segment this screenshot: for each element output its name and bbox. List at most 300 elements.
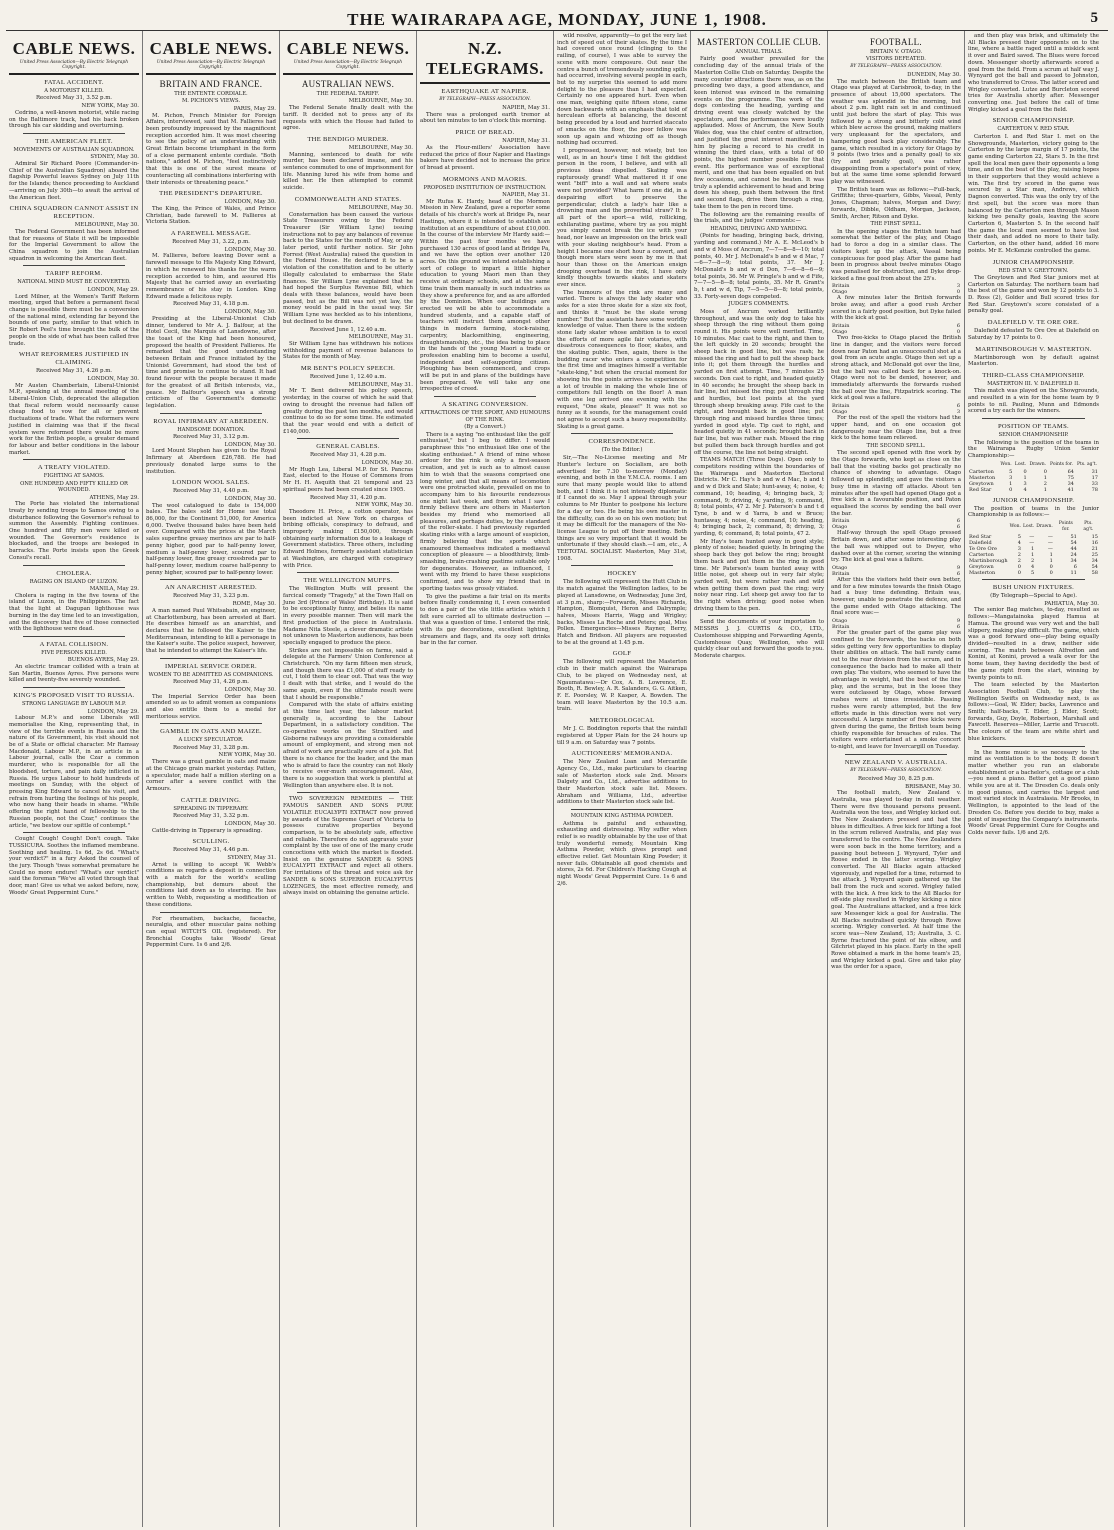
page-number: 5 — [1090, 10, 1098, 26]
table-cell: 0 — [1049, 564, 1053, 571]
divider — [9, 73, 139, 75]
table-cell: 1 — [1049, 552, 1053, 559]
article-text: The following are the remaining results of the trials, and the judges' comments:— — [694, 211, 824, 225]
dateline: LONDON, May 30. — [224, 199, 276, 206]
dateline: NEW YORK, May 30. — [355, 502, 413, 509]
table-cell: 5 — [1017, 534, 1021, 541]
table-cell: 2 — [1017, 558, 1021, 565]
team-name: Red Star — [969, 486, 992, 493]
standings-table — [968, 461, 1099, 493]
article-text: M. Fallieres, before leaving Dover sent a farewell message to His Majesty King Edward, in which he renewed his thanks for the warm reception accorded to him, and assured His Majesty that he carried away an everlasting remembrance of his stay in London. King Edward made a felicitous reply. — [146, 253, 276, 300]
article-title: EARTHQUAKE AT NAPIER. — [441, 88, 529, 95]
team-name: Greytown — [969, 564, 994, 571]
advertisement-text: Cough! Cough! Cough! Don't cough. Take TUSSICURA. Soothes the inflamed membrane. Soothing and healing. 1s 6d, 2s 6d. "What's your verdict?" in a fury Asked the counsel of the jury. Though 'twas somewhat premature he Could no more endure! "What's our verdict" said the foreman "We've all voted through that door, man! Give us what we asked before, now, Woods' Great Peppermint Cure." — [9, 836, 139, 896]
table-cell: 2 — [1043, 480, 1047, 487]
article-text: Carterton I. and Red Star I. met on the Showgrounds, Masterton, victory going to the Carterton by the large margin of 17 points, the game ending Carterton 22, Stars 5. In the first spell the local men gave their opponents a long time, and on the beat of the play, raising hopes in their supporters that they would achieve a win. The first try scored in the game was secured by a Star man, Andrews, which Dagnon converted. This was the only try of the first spell, but the score was more than balanced by the Carterton men through Mason kicking two penalty goals, leaving the score Carterton 6, Masterton 5. In the second half the game the local men seemed to have lost their dash, and added no more to their tally. Carterton, on the other hand, added 16 more points. Mr E. McKenzie controlled the game. — [968, 133, 1099, 254]
dateline: NEW YORK, May 30. — [81, 103, 139, 110]
dateline: MELBOURNE, May 31. — [348, 381, 413, 388]
article-title: THIRD-CLASS CHAMPIONSHIP. — [982, 371, 1085, 379]
team-name: Martinborough — [969, 558, 1008, 565]
divider — [571, 809, 673, 810]
article-title: WHAT REFORMERS JUSTIFIED IN CLAIMING. — [18, 351, 129, 367]
team-name: Masterton — [969, 570, 996, 577]
table-cell: 1 — [1049, 558, 1053, 565]
column-6 — [691, 31, 828, 1527]
table-cell: 34 — [1091, 558, 1098, 565]
dateline: LONDON, May 30. — [224, 246, 276, 253]
table-header-cell: Lost. — [1022, 524, 1035, 530]
article-text: The British team was as follows:—Full-back, Griffiths; three-quarters, Gibbs, Vassal, Penty Jones, Chapman; halves, Morgan and Davy; forwards, Dibble, Oldham, Morgan, Jackson, Smith, Archer, Ritson and Dyke. — [831, 186, 961, 220]
byline: United Press Association—By Electric Telegraph Copyright. — [293, 60, 403, 70]
table-row — [968, 487, 1099, 493]
table-header-cell: Pts. ag't. — [1083, 521, 1094, 533]
table-cell: 21 — [1091, 546, 1098, 553]
column-7 — [828, 31, 965, 1527]
divider — [283, 73, 413, 75]
received-line: Received May 31, 3.12 p.m. — [172, 434, 250, 441]
table-cell: — — [1047, 546, 1053, 553]
table-cell: — — [1047, 534, 1053, 541]
table-cell: 0 — [1023, 468, 1027, 475]
table-header-cell: Drawn. — [1036, 524, 1053, 530]
article-subtitle: PROPOSED INSTITUTION OF INSTRUCTION. — [423, 184, 547, 191]
article-subtitle: HEADING, DRIVING AND YARDING. — [710, 225, 808, 232]
received-line: Received May 31, 3.52 p.m. — [35, 95, 113, 102]
divider — [23, 832, 125, 833]
article-text: Dalefield defeated Te Ore Ore at Dalefield on Saturday by 17 points to 0. — [968, 328, 1099, 341]
article-subtitle: ANNUAL TRIALS. — [735, 49, 783, 55]
divider — [434, 396, 536, 397]
article-subtitle: FIVE PERSONS KILLED. — [41, 649, 107, 656]
article-title: A FATAL COLLISION. — [39, 640, 109, 648]
advertisement-text: In the home music is so necessary to the mind as ventilation is to the body. It doesn't matter whether you run an elaborate establishment or a bachelor's, cottage or a club—you need a piano. Better get a good piano while you are at it. The Dresden Co. deals only in good pianos, and carries the largest and most varied stock in Australasia. Mr Brooks, in Wellington, is appointed to the lead of the Dresden Co. Before you decide to buy, make a point of inspecting the Company's instruments. Woods' Great Peppermint Cure for Coughs and Colds never fails. 1/6 and 2/6. — [968, 749, 1099, 836]
team-name: Otago — [832, 409, 848, 416]
article-subtitle: A LUCKY SPECULATOR. — [178, 737, 244, 744]
section-heading: CABLE NEWS. — [12, 39, 136, 58]
article-text: Mr T. Bent delivered his policy speech, yesterday, in the course of which he said that owing to drought the revenue had fallen off greatly during the past ten months, and would continue to do so for some time. He estimated that the year would end with a deficit of £140,000. — [283, 388, 413, 435]
article-title: TARIFF REFORM. — [45, 270, 103, 278]
article-text: The following will represent the Masterton club in their match against the Wairarapa Club, to be played on Wednesday next, at Ngaumatawa:—Dr Cox, A. B. Lowrence, E. Booth, R. Bewley, A. R. Salanders, G. G. Aitken, F. E. Poorsley, W. P. Kasper, A. Bowden. The team will leave Masterton by the 10.5 a.m. train. — [557, 659, 687, 713]
article-text: The Federal Senate finally dealt with the tariff. It decided not to press any of its requests with which the House had failed to agree. — [283, 105, 413, 132]
article-text: wild resolve, apparently—to get the very last inch of speed out of their skates. By the time I had covered once round (clinging to the railing, of course), I was able to survey the scene with more composure. Out near the centre a bunch of tremendously sounding spills had occurred, involving several people in each, but to my surprise this seemed to add more delight to the pleasure than I had expected. Certainly no one appeared hurt. Even when one man, weighing quite fifteen stone, came down backwards with an emphasis that told of herculean efforts at balancing, the descent being preceded by a loud and hurried staccato of smacks on the floor, the poor fellow was soon up again and whizzing off as though nothing had occurred. — [557, 33, 687, 147]
team-name: Britain — [832, 283, 850, 290]
table-cell: 16 — [1091, 540, 1098, 547]
article-text: The Porte has violated the international treaty by sending troops to Samos owing to a disturbance following the Governor's refusal to summon the Assembly. Fighting continues. One hundred and fifty men were killed or wounded. The Governor's residence is blockaded, and the troops are besieged in barracks. The Porte insists upon the Greek Consul's recall. — [9, 501, 139, 561]
table-cell: 3 — [1023, 480, 1027, 487]
advertisement-title: MOUNTAIN KING ASTHMA POWDER. — [570, 813, 674, 820]
article-text: Labour M.P.'s and some Liberals will memorialise the King, representing that, in view of the terrible events in Russia and the nature of its Government, his visit should not be of a State or official character. Mr Ramsay Macdonald, Labour M.P., in an article in a Labour journal, calls the Czar a common murderer, who is responsible for all the bloodshed, torture, and pain daily inflicted in Russia. He urges Labour to hold hundreds of meetings on Sunday, with the object of pressing King Edward to cancel his visit, and refrain from hurting the feelings of his people, who now hang their heads in shame. "While offering the right hand of fellowship to the Russian people, not the Czar," continues the article, "we bestow our spittle of contempt." — [9, 715, 139, 829]
score-table — [831, 283, 961, 295]
section-heading: CABLE NEWS. — [149, 39, 273, 58]
table-header-cell — [968, 520, 1009, 534]
article-title: JUNIOR CHAMPIONSHIP. — [992, 258, 1075, 266]
article-subtitle: JUDGE'S COMMENTS. — [728, 301, 790, 308]
article-text: To give the pastime a fair trial on its merits before finally condemning it, I even consented to don a pair of the vile little articles which I felt sure carried all to ultimate destruction — that was a question of time. I entered the rink, with its gay decorations, excellent lighting, streamers and flags, and its oozy soft drinks bar in the far corner. — [420, 593, 550, 647]
received-line: Received May 30, 8.25 p.m. — [857, 775, 935, 782]
article-text: Consternation has been caused the various State Treasurers owing to the Federal Treasurer (Sir William Lyne) issuing instructions not to pay any balances of revenue back to the States for the month of May, or any later period, until further notice. Sir John Forrest (West Australia) raised the question in the Federal House. He declared it to be a violation of the constitution and to be utterly illegally calculated to embarrass the State finances. Sir William Lyne explained that he had hoped the Surplus Revenue Bill, which deals with these balances, would have been passed, but as the Bill was not yet law, the money would be paid in the usual way. Sir William Lyne was heckled as to his intentions, but declined to be drawn. — [283, 211, 413, 325]
table-cell: 1 — [1031, 546, 1035, 553]
column-4 — [417, 31, 554, 1527]
article-text: As the Flour-millers' Association have reduced the price of flour Napier and Hastings bakers have decided not to increase the price of bread at present. — [420, 144, 550, 171]
team-score: 9 — [956, 564, 960, 571]
table-cell: 58 — [1091, 570, 1098, 577]
team-name: Otago — [832, 564, 848, 571]
table-cell: 1 — [1031, 552, 1035, 559]
received-line: Received May 31, 4.26 p.m. — [172, 679, 250, 686]
team-score: 0 — [956, 329, 960, 336]
table-cell: 0 — [1043, 468, 1047, 475]
dateline: LONDON, May 29. — [87, 708, 139, 715]
table-cell: 41 — [1067, 486, 1074, 493]
table-cell: 2 — [1031, 558, 1035, 565]
article-text: The following will represent the Hutt Club in its match against the Wellington ladies, to be played at Lansdowne, on Wednesday, June 3rd, at 3 p.m., sharp:—Forwards, Misses Richards, Hampton, Blomquist, Heron and Dalrymple; halves, Misses Harris, Wagg and Wrigley; backs, Misses La Roche and Peters; goal, Miss Pollen. Emergencies—Misses Rayner, Berry, Hatch and Bridson. All players are requested to be at the ground at 1.45 p.m. — [557, 579, 687, 646]
table-cell: 3 — [1009, 474, 1013, 481]
table-cell: 0 — [1017, 564, 1021, 571]
team-name: Britain — [832, 624, 850, 631]
team-score: 6 — [956, 518, 960, 525]
advertisement-text: Asthma is painful and exhausting, exhausting and distressing. Why suffer when relief is so readily obtainable by the use of that truly wonderful remedy, Mountain King Asthma Powder, which gives prompt and effective relief. Get Mountain King Powder; it never fails. Obtainable all good chemists and stores, 2s 6d. For Children's Hacking Cough at night Woods' Great Peppermint Cure. 1s 6 and 2/6. — [557, 820, 687, 887]
article-subtitle: A MOTORIST KILLED. — [44, 88, 104, 94]
table-header-cell: Won. — [1009, 524, 1021, 530]
article-title: ROYAL INFIRMARY AT ABERDEEN. — [153, 417, 269, 425]
dateline: PARIS, May 29. — [233, 105, 276, 112]
article-subtitle: THE ENTENTE CORDIALE. — [174, 91, 248, 97]
divider — [23, 265, 125, 266]
dateline: MELBOURNE, May 30. — [348, 144, 413, 151]
table-cell: 78 — [1091, 486, 1098, 493]
table-cell: 3 — [1017, 546, 1021, 553]
dateline: MELBOURNE, May 31. — [348, 334, 413, 341]
section-heading: CABLE NEWS. — [286, 39, 410, 58]
dateline: MANILA, May 29. — [89, 586, 139, 592]
table-cell: 34 — [1067, 480, 1074, 487]
article-text: The wool catalogued to date is 154,000 bales. The bales sold for Home use total 86,000, for the Continent 51,000, for America 6,000. Twelve thousand bales have been held over. Compared with the prices at the March sales superfine greasy merinos are par to half-penny higher, good par to half-penny lower, medium a half-penny lower, scoured par to half-penny lower, fine greasy crossbreds par to half-penny lower, medium coarse half-penny to penny higher, scoured par to half-penny lower. — [146, 502, 276, 576]
article-subtitle: THE SECOND SPELL. — [866, 442, 926, 449]
article-title: AUCTIONEERS' MEMORANDA. — [571, 750, 673, 758]
article-text: The match between the British team and Otago was played at Carisbrook, to-day, in the presence of about 15,000 spectators. The weather was splendid in the morning, but about 2 p.m. light rain set in and continued until just before the start of play. This was followed by a strong and bitterly cold wind which blew across the ground, making matters very unpleasant for the spectators, and hampering good back play considerably. The game, which resulted in a victory for Otago by 9 points (two tries and a penalty goal) to six (try and penalty goal), was rather disappointing from a spectator's point of view, but at the same time some splendid forward play was witnessed. — [831, 78, 961, 186]
table-cell: 0 — [1017, 570, 1021, 577]
article-text: For the rest of the spell the visitors had the upper hand, and on one occasion got dangerously near the Otago line, but a free kick to the home team relieved. — [831, 415, 961, 442]
article-text: The Federal Government has been informed that for reasons of State it will be impossible for the Imperial Government to allow the China squadron to join the Australian squadron in welcoming the American fleet. — [9, 228, 139, 262]
divider — [297, 792, 399, 793]
article-title: A TREATY VIOLATED. — [37, 464, 111, 472]
article-text: The King, the Prince of Wales, and Prince Christian, bade farewell to M. Fallieres at Victoria Station. — [146, 205, 276, 226]
score-table — [831, 618, 961, 630]
article-subtitle: CARTERTON V. RED STAR. — [997, 126, 1070, 133]
article-subtitle: THE FEDERAL TARIFF. — [316, 91, 380, 97]
article-text: Theodore H. Price, a cotton operator, has been indicted at New York on charges of bribing officials, conspiracy to defraud, and improperly making £150,000, through obtaining early information due to a leakage of Government statistics. Three others, including Edward Holmes, formerly assistant statistician at Washington, are charged with conspiracy with Price. — [283, 508, 413, 569]
article-text: The New Zealand Loan and Mercantile Agency Co., Ltd., make particulars to clearing sale of Masterton stock sale 2nd. Messrs Dalgety and Co., Ltd., advertise additions to their Masterton stock sale list. Messrs. Abraham and Williams, Ltd., advertise additions to their Masterton stock sale list. — [557, 759, 687, 806]
team-name: Carterton — [969, 552, 994, 559]
columns — [6, 31, 1108, 1527]
article-title: POSITION OF TEAMS. — [997, 423, 1070, 431]
table-cell: 44 — [1070, 546, 1077, 553]
team-name: Otago — [832, 289, 848, 296]
article-title: FOOTBALL. — [870, 37, 922, 47]
article-text: Half-way through the spell Otago pressed Britain down, and after some interesting play the ball was whipped out to Dwyer, who dashed over at the corner, scoring the winning try. The kick at goal was a failure. — [831, 530, 961, 564]
divider — [23, 133, 125, 134]
article-text: Sir William Lyne has withdrawn his notices withholding payment of revenue balances to States for the month of May. — [283, 340, 413, 361]
article-subtitle: RAGING ON ISLAND OF LUZON. — [29, 578, 119, 585]
score-table — [831, 323, 961, 335]
received-line: Received May 31, 3.23 p.m. — [172, 593, 250, 600]
received-line: Received May 31, 3.28 p.m. — [172, 744, 250, 751]
dateline: LONDON, May 30. — [361, 460, 413, 467]
table-header-cell: Points for. — [1058, 521, 1073, 533]
divider — [160, 579, 262, 580]
received-line: Received May 31, 4.40 p.m. — [172, 488, 250, 495]
dateline: ROME, May 30. — [232, 601, 276, 608]
divider — [160, 912, 262, 913]
article-title: SENIOR CHAMPIONSHIP. — [992, 117, 1075, 125]
divider — [297, 572, 399, 573]
team-name: Otago — [832, 329, 848, 336]
dateline: SYDNEY, May 31. — [227, 854, 276, 861]
byline: BY TELEGRAPH—PRESS ASSOCIATION. — [439, 97, 531, 102]
advertisement-text: For rheumatism, backache, faceache, neuralgia, and other muscular pains nothing can equal WITCH'S OIL (registered). For Bronchial Coughs take Woods' Great Peppermint Cure. 1s 6 and 2/6. — [146, 915, 276, 949]
article-subtitle: VISITORS DEFEATED. — [866, 56, 926, 63]
article-text: The team selected by the Masterton Association Football Club, to play the Wellington Swifts on Wednesday next, is as follows:—Goal, W. Elder; backs, Lawrence and Smith; half-backs, T. Elder, J. Elder, Scott; forwards, Guy, Doyle, Robertson, Marshall and Fawcett. Reserves—Miller, Larrie and Truscott. The colours of the team are white shirt and blue knickers. — [968, 682, 1099, 742]
table-cell: — — [1029, 534, 1035, 541]
dateline: ATHENS, May 29. — [89, 494, 139, 501]
divider — [160, 723, 262, 724]
article-subtitle: BRITAIN V. OTAGO. — [870, 49, 922, 55]
dateline: LONDON, May 30. — [224, 686, 276, 693]
article-title: A SKATING CONVERSION. — [441, 401, 529, 409]
table-cell: 15 — [1091, 534, 1098, 541]
article-subtitle: FIGHTING AT SAMOS. — [43, 473, 105, 480]
article-text: Lord Mount Stephen has given to the Royal Infirmary at Aberdeen £26,788. He had previously donated large sums to the institution. — [146, 448, 276, 475]
article-title: DALEFIELD V. TE ORE ORE. — [987, 319, 1080, 327]
article-text: The senior Bag matches, to-day, resulted as follows:—Mangatainoka played Hamua at Hamua. The ground was very wet and the ball slippery, making play difficult. The game, which was a good forward one—play being equally divided—resulted in a draw, neither side scoring. The match between Alfredton and Konini, at Konini, proved a walk over for the home team, they having decidedly the best of the game right from the start, winning by twenty points to nil. — [968, 607, 1099, 681]
article-title: CORRESPONDENCE. — [588, 438, 656, 446]
dateline: MELBOURNE, May 30. — [74, 222, 139, 229]
column-2 — [143, 31, 280, 1527]
article-subtitle: MASTERTON III. V. DALEFIELD II. — [987, 380, 1080, 387]
score-table — [831, 403, 961, 415]
column-1 — [6, 31, 143, 1527]
article-subtitle: SPREADING IN TIPPERARY. — [173, 805, 249, 812]
table-cell: 33 — [1091, 480, 1098, 487]
team-name: Britain — [832, 518, 850, 525]
article-title: AN ANARCHIST ARRESTED. — [164, 584, 258, 592]
team-name: Dalefield — [969, 540, 992, 547]
article-text: The second spell opened with fine work by the Otago forwards, who kept as close on the ball that the visiting backs got practically no chance of showing to advantage. Otago followed up splendidly, and gave the visitors a busy time in staving off attacks. About ten minutes after the spell had opened Otago got a free kick in a favourable position, and Paton equalised the scores by sending the ball over the bar. — [831, 450, 961, 517]
team-score: 6 — [956, 524, 960, 531]
dateline: LONDON, May 30. — [224, 309, 276, 316]
article-text: Fairly good weather prevailed for the concluding day of the annual trials of the Masterton Collie Club on Saturday. Despite the many counter attractions there was, as on the preceding two days, a good attendance, and keen interest was evinced in the remaining events on the programme. The work of the dogs contesting the heading, yarding and driving event was closely watched by the spectators, and the performances were loudly applauded. Moss of Ancrum, the New South Wales dog, was the chief centre of attraction, and justified the great interest manifested in him by placing a record to his credit in winning the third class, with a total of 60 points, the highest number possible for that event. His performance was of exceptional merit, and one that has been equalled on but few occasions, and cannot be beaten. It was truly a splendid achievement to head and bring down his sheep, push them between the first and second flags, drive them through a ring, take them to the pen in record time. — [694, 56, 824, 210]
table-cell: 75 — [1067, 474, 1074, 481]
divider — [146, 73, 276, 75]
divider — [23, 459, 125, 460]
article-text: I progressed, however, not wisely, but too well, as in an hour's time I felt the giddiest person in the room, I believe, and with all previous ideas dispelled. Skating was rapturously grand! What mattered it if one went "biff" into a wall and sat where seats were not provided? What harm if one did, in a despairing effort to preserve the perpendicular, clutch a lady's hair like a drowning man and the proverbial straw? It is all part of the sport—a wild, rollicking, exhilarating pastime, where try as you might you simply cannot break the ice with your head, nor leave an impression on the brick wall with your skating neighbour's head. From a height I became one short hour a convert, and though more stars were seen by me in that hour than those on the American ensign drooping overhead in the rink, I have only kindly thoughts towards skates and skaters ever since. — [557, 147, 687, 289]
article-text: Strikes are not impossible on farms, said a delegate at the Farmers' Union Conference at Christchurch. "On my farm fifteen men struck, and though there was £1,000 of stuff ready to cut, I told them to clear out. That was the way I dealt with that strike, and I would do the same again, even if the ultimate result were that I should be responsible." — [283, 647, 413, 701]
team-score: 6 — [956, 403, 960, 410]
dateline: NAPIER, May 31. — [502, 192, 550, 199]
article-title: GOLF — [612, 650, 632, 658]
team-name: Britain — [832, 570, 850, 577]
dateline: NAPIER, May 31. — [502, 138, 550, 145]
article-text: Martinborough won by default against Masterton. — [968, 354, 1099, 368]
article-text: and then play was brisk, and ultimately the All Blacks pressed their opponents on to the line, where a battle raged until a miskick sent it over and Baird saved. The Blues were forced down. Messenger shortly afterwards scored a goal from the field. From a scrum at half way J. Wynyard got the ball and passed to Johnston, who transferred to Cross. The latter scored and Wrigley converted. Lutze and Burcleton scored tries for Australia shortly after. Messenger converting one. Just before the call of time Wrigley kicked a goal from the field. — [968, 33, 1099, 113]
dateline: MELBOURNE, May 30. — [348, 204, 413, 211]
article-subtitle: ONE HUNDRED AND FIFTY KILLED OR WOUNDED. — [20, 480, 128, 494]
team-name: Britain — [832, 323, 850, 330]
table-cell: 17 — [1091, 474, 1098, 481]
dateline: LONDON, May 29. — [87, 286, 139, 293]
article-subtitle: SENIOR CHAMPIONSHIP. — [998, 432, 1069, 439]
team-score: 6 — [956, 624, 960, 631]
article-title: THE WELLINGTON MUFFS. — [303, 577, 393, 585]
table-header-cell: Lost. — [1014, 461, 1027, 467]
article-text: Mr Rufus K. Hardy, head of the Mormon Mission in New Zealand, gave a reporter some details of his church's work at Bridge Pa, near Hastings, where it is intended to establish an institution at an expenditure of about £10,000. In the course of the interview Mr Hardy said:—Within the past four months we have purchased 130 acres of good land at Bridge Pa, and we have the option over another 120 acres. On this ground we intend establishing a sort of college to impart a little higher education to young Maori men than they receive at ordinary schools, and at the same time train them manually in such industries as they show a preference for, and as are afforded by the Dominion. When our buildings are erected we will be able to accommodate a hundred students, and a capable staff of teachers will instruct them amongst other things in modern farming, stock-raising, carpentry, blacksmithing, engineering, draughtsmanship, etc., the idea being to place in the hands of the young Maori a trade or profession enabling him to become a useful, independent and self-supporting citizen. Ploughing has been commenced, and crops will be put in and plans of the buildings have been prepared. We will take any one irrespective of creed. — [420, 198, 550, 393]
table-cell: 2 — [1017, 552, 1021, 559]
article-title: KING'S PROPOSED VISIT TO RUSSIA. — [13, 692, 135, 700]
divider — [23, 565, 125, 566]
article-subtitle: THE FIRST SPELL. — [870, 221, 922, 228]
article-title: GENERAL CABLES. — [316, 443, 380, 451]
byline: United Press Association—By Electric Telegraph Copyright. — [19, 60, 129, 70]
divider — [23, 687, 125, 688]
byline: United Press Association—By Electric Telegraph Copyright. — [156, 60, 266, 70]
article-text: Manning, sentenced to death for wife murder, has been declared insane, and his sentence commuted to one of imprisonment for life. Manning lured his wife from home and killed her. He then attempted to commit suicide. — [283, 151, 413, 192]
masthead — [6, 0, 1108, 31]
article-text: In the opening stages the British team had somewhat the better of the play, and Otago had to force a dog in a similar class. The visitors kept up the attack, Vassal being conspicuous for good play. After the game had been in progress about twelve minutes Otago was penalised for obstruction, and Dyke drop-kicked a fine goal from about the 25's. — [831, 228, 961, 282]
article-subtitle: (By Telegraph—Special to Age). — [990, 593, 1077, 600]
article-title: IMPERIAL SERVICE ORDER. — [164, 662, 258, 670]
article-title: CHOLERA. — [56, 569, 92, 577]
table-cell: 4 — [1017, 540, 1021, 547]
column-8 — [965, 31, 1102, 1527]
article-title: GAMBLE IN OATS AND MAIZE. — [160, 728, 262, 736]
article-subtitle: (By a Convert.) — [464, 423, 506, 430]
divider — [708, 615, 810, 616]
article-text: An electric tramcar collided with a train at San Martin, Buenos Ayres. Five persons were killed and twenty-five severely wounded. — [9, 664, 139, 684]
table-cell: 25 — [1091, 552, 1098, 559]
article-text: Cholera is raging in the five towns of the island of Luzon, in the Philippines. The fact that the light at Dagupan lighthouse was burning in the day time led to an investigation, and the discovery that five of those connected with the lighthouse were dead. — [9, 592, 139, 633]
table-cell: 24 — [1070, 552, 1077, 559]
table-cell: 4 — [1031, 564, 1035, 571]
table-cell: 1 — [1009, 480, 1013, 487]
masthead-title: THE WAIRARAPA AGE, MONDAY, JUNE 1, 1908. — [347, 10, 767, 29]
team-score: 3 — [956, 283, 960, 290]
divider — [160, 658, 262, 659]
article-title: A FAREWELL MESSAGE. — [170, 230, 252, 238]
team-score: 6 — [956, 323, 960, 330]
article-text: A few minutes later the British forwards broke away, and after a good rush Archer scored in a fairly good position, but Dyke failed with the kick at goal. — [831, 295, 961, 322]
team-name: Carterton — [969, 468, 994, 475]
table-row — [968, 570, 1099, 576]
team-name: Otago — [832, 618, 848, 625]
article-subtitle: ATTRACTIONS OF THE SPORT, AND HUMOURS OF THE RINK. — [420, 410, 551, 423]
table-cell: 1 — [1023, 474, 1027, 481]
article-title: METEOROLOGICAL — [589, 717, 655, 725]
article-text: The position of teams in the Junior Championship is as follows:— — [968, 505, 1099, 519]
article-title: AUSTRALIAN NEWS. — [301, 79, 395, 89]
table-cell: 6 — [1073, 564, 1077, 571]
column-3 — [280, 31, 417, 1527]
divider — [982, 418, 1085, 419]
received-line: Received May 31, 3.32 p.m. — [172, 813, 250, 820]
article-text: Moss of Ancrum worked brilliantly throughout, and was the only dog to take his sheep through the ring without them going round it. His points were well merited. Time, 10 minutes. Mac cast to the right, and then to the left quickly in 20 seconds; brought the sheep back in good line, but was rash; he missed the ring and had to pull the sheep back into it; got them through the hurdles and yarded on first attempt. Time, 7 minutes 25 seconds. Don cast to right, and headed quietly in 40 seconds; he brought the sheep back in fair line, but missed the ring; put through ring and hurdles, but lost points at the yard through sheep breaking away. Fife cast to the right, and brought back in good line; put through ring and missed hurdles three times; yarded in good style. Tip cast to right, and headed quietly in 41 seconds; brought back in fair line, but was rather rash. Missed the ring but pulled them back through hurdles and got off the course, the line not being straight. — [694, 308, 824, 456]
article-title: LONDON WOOL SALES. — [172, 479, 250, 487]
article-text: M. Pichon, French Minister for Foreign Affairs, interviewed, said that M. Fallieres had been profoundly impressed by the magnificent reception accorded him. It was most cheering to see the policy of an understanding with Great Britain become triumphant in the form of a close permanent entente cordiale. "Both nations," added M. Pichon, "feel instinctively that this is one of the surest means of counteracting all combinations interfering with their interests or threatening peace." — [146, 112, 276, 186]
divider — [571, 433, 673, 434]
received-line: Received June 1, 12.40 a.m. — [309, 374, 387, 381]
team-name: Masterton — [969, 474, 996, 481]
table-cell: 34 — [1070, 558, 1077, 565]
article-title: CHINA SQUADRON CANNOT ASSIST IN RECEPTION. — [9, 205, 139, 221]
received-line: Received May 31, 4.28 p.m. — [309, 452, 387, 459]
table-cell: 0 — [1009, 486, 1013, 493]
dateline: LONDON, May 30. — [224, 441, 276, 448]
section-heading: N.Z. TELEGRAMS. — [426, 39, 544, 78]
divider — [571, 565, 673, 566]
team-name: Britain — [832, 403, 850, 410]
received-line: Received May 31, 4.26 p.m. — [35, 368, 113, 375]
article-title: THE PRESIDENT'S DEPARTURE. — [159, 190, 263, 198]
article-subtitle: STRONG LANGUAGE BY LABOUR M.P. — [21, 701, 127, 708]
dateline: SYDNEY, May 30. — [90, 154, 139, 161]
column-5 — [554, 31, 691, 1527]
table-cell: 64 — [1067, 468, 1074, 475]
article-title: BUSH UNION FIXTURES. — [992, 584, 1075, 592]
table-header-cell: Drawn. — [1029, 461, 1047, 467]
team-name: Greytown — [969, 480, 994, 487]
score-table — [831, 565, 961, 577]
article-subtitle: WOMEN TO BE ADMITTED AS COMPANIONS. — [148, 671, 274, 678]
article-title: HOCKEY — [607, 570, 637, 578]
byline: BY TELEGRAPH—PRESS ASSOCIATION. — [850, 63, 942, 69]
divider — [982, 579, 1085, 580]
table-cell: 0 — [1049, 570, 1053, 577]
divider — [160, 413, 262, 414]
article-text: Sir,—The No-License meeting and Mr Hunter's lecture on Socialism, are both advertised for 7.30 to-morrow (Monday) evening, and both in the Y.M.C.A. rooms. I am sure that many people would like to attend both, and I think it is not intensely diplomatic if I cannot do so. May I appeal through your columns to Mr Hunter to postpone his lecture for a day or two. He being his own master in the difficulty, can do so on his own motion; but it may be difficult for the managers of the No-license League to put off their meeting. Both things are so very important that it would be unfortunate if they should clash.—I am, etc., A TEETOTAL SOCIALIST. Masterton, May 31st, 1908. — [557, 455, 687, 562]
article-title: JUNIOR CHAMPIONSHIP. — [992, 496, 1075, 504]
article-title: BRITAIN AND FRANCE. — [159, 79, 263, 89]
table-cell: 5 — [1009, 468, 1013, 475]
article-title: CATTLE DRIVING. — [180, 796, 242, 804]
team-score: 6 — [956, 570, 960, 577]
table-cell: 5 — [1031, 570, 1035, 577]
received-line: Received June 1, 12.40 a.m. — [309, 326, 387, 333]
article-text: This match was played on the Showgrounds, and resulted in a win for the home team by 9 points to nil. Pauling, Munn and Edmonds scored a try each for the winners. — [968, 388, 1099, 415]
divider — [845, 754, 947, 755]
dateline: LONDON, May 30. — [87, 375, 139, 382]
article-text: The Imperial Service Order has been amended so as to admit women as companions and also entitle them to a medal for meritorious service. — [146, 693, 276, 720]
table-cell: 11 — [1070, 570, 1077, 577]
article-title: SCULLING. — [192, 838, 230, 846]
standings-table — [968, 520, 1099, 576]
table-cell: 1 — [1043, 474, 1047, 481]
team-score: 0 — [956, 289, 960, 296]
table-cell: 1 — [1043, 486, 1047, 493]
team-name: Otago — [832, 524, 848, 531]
table-header-cell — [968, 461, 999, 469]
dateline: PAHIATUA, May 30. — [1044, 600, 1099, 607]
team-score: 9 — [956, 618, 960, 625]
score-table — [831, 518, 961, 530]
table-header-row — [968, 520, 1099, 534]
article-text: Mr Hay's team hunted away in good style; plenty of noise; headed quietly. In bringing the sheep back they got below the ring; brought them back and put them in the ring in good time. Mr Paterson's team hunted away with little noise, got sheep out in very fair style; yarded well, but were rather rash and wild when getting them down past the ring; very noisy near ring. Let sheep get away too far to the right when driving; good noise when driving them to the pen. — [694, 538, 824, 612]
article-text: Cedrino, a well-known motorist, while racing on the Baltimore track, had his back broken through his car skidding and overturning. — [9, 109, 139, 130]
article-text: The Wellington Muffs will present the farcical comedy "Tragedy," at the Town Hall on June 3rd (Prince of Wales' Birthday). It is said to be exceptionally funny, and belies its name in every possible manner. Then will mark the first production of the piece in Australasia. Madame Nita Steele, a clever dramatic artiste not unknown to Masterton audiences, has been specially engaged to produce the piece. — [283, 586, 413, 646]
article-text: Lord Milner, at the Women's Tariff Reform meeting, urged that before a permanent fiscal change is possible there must be a conversion of the national mind, extending far beyond the bounds of one party, similar to that which in Sir Robert Peel's time brought the bulk of the people on the side of what has been called free trade. — [9, 293, 139, 347]
received-line: Received May 31, 4.18 p.m. — [172, 301, 250, 308]
team-name: Te Ore Ore — [969, 546, 997, 553]
table-cell: — — [1047, 540, 1053, 547]
article-title: PRICE OF BREAD. — [455, 129, 515, 137]
